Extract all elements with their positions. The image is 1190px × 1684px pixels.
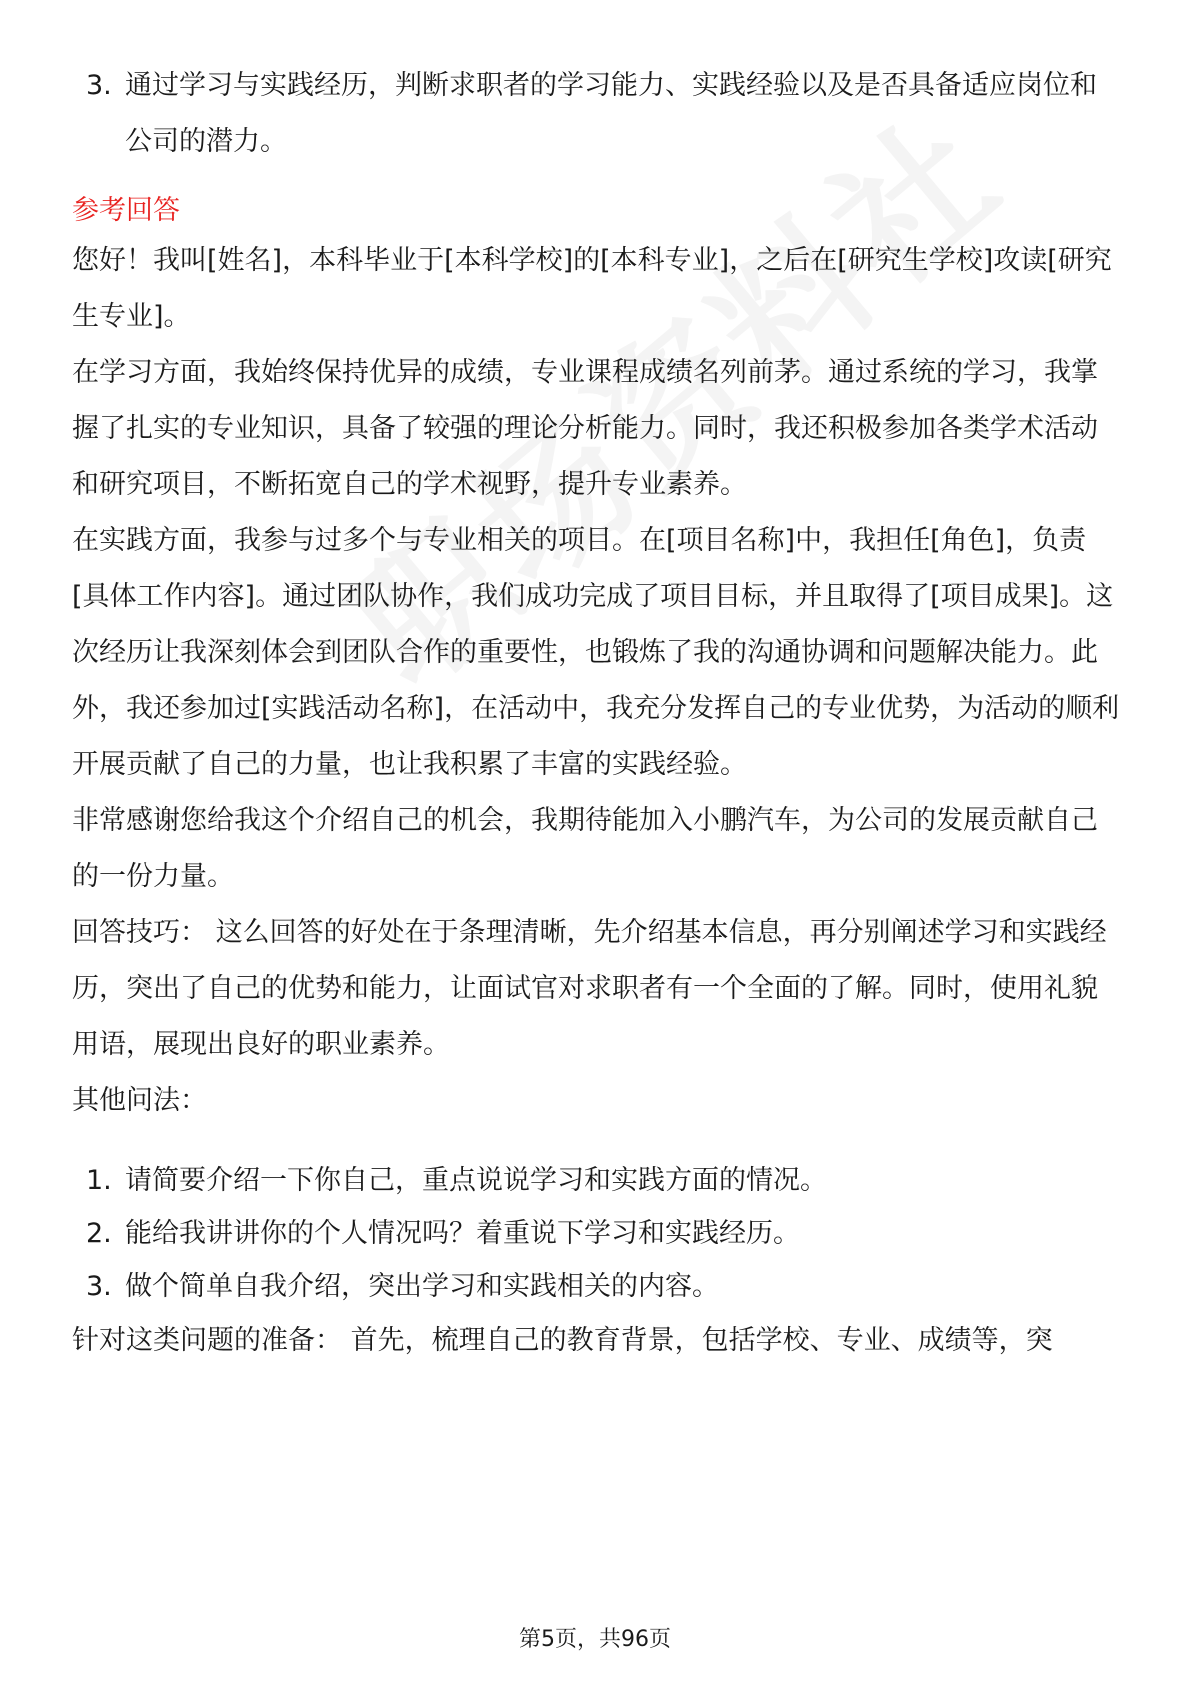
list-item-number: 3. bbox=[86, 70, 112, 101]
preparation-paragraph: 针对这类问题的准备： 首先，梳理自己的教育背景，包括学校、专业、成绩等，突 bbox=[72, 1325, 1053, 1356]
list-item-text: 请简要介绍一下你自己，重点说说学习和实践方面的情况。 bbox=[125, 1165, 827, 1196]
list-item-number: 1. bbox=[86, 1165, 112, 1196]
section-heading: 参考回答 bbox=[72, 195, 180, 226]
list-item bbox=[72, 1154, 1122, 1207]
answer-thanks-paragraph: 非常感谢您给我这个介绍自己的机会，我期待能加入小鹏汽车，为公司的发展贡献自己的一份力量。 bbox=[72, 805, 1098, 892]
page-content bbox=[72, 58, 1122, 1369]
list-item-text: 做个简单自我介绍，突出学习和实践相关的内容。 bbox=[125, 1271, 719, 1302]
list-item-number: 3. bbox=[86, 1271, 112, 1302]
answer-intro-paragraph: 您好！我叫[姓名]，本科毕业于[本科学校]的[本科专业]，之后在[研究生学校]攻读[研究生专业]。 bbox=[72, 245, 1112, 332]
other-questions-label: 其他问法： bbox=[72, 1085, 207, 1116]
page-footer: 第5页，共96页 bbox=[519, 1627, 671, 1652]
other-questions-list bbox=[72, 1154, 1122, 1313]
answer-tips-paragraph: 回答技巧： 这么回答的好处在于条理清晰，先介绍基本信息，再分别阐述学习和实践经历，突出了自己的优势和能力，让面试官对求职者有一个全面的了解。同时，使用礼貌用语，展现出良好的职业素养。 bbox=[72, 917, 1107, 1060]
answer-study-paragraph: 在学习方面，我始终保持优异的成绩，专业课程成绩名列前茅。通过系统的学习，我掌握了扎实的专业知识，具备了较强的理论分析能力。同时，我还积极参加各类学术活动和研究项目，不断拓宽自己的学术视野，提升专业素养。 bbox=[72, 357, 1098, 500]
list-item bbox=[72, 1207, 1122, 1260]
answer-practice-paragraph: 在实践方面，我参与过多个与专业相关的项目。在[项目名称]中，我担任[角色]，负责[具体工作内容]。通过团队协作，我们成功完成了项目目标，并且取得了[项目成果]。这次经历让我深刻体会到团队合作的重要性，也锻炼了我的沟通协调和问题解决能力。此外，我还参加过[实践活动名称]，在活动中，我充分发挥自己的专业优势，为活动的顺利开展贡献了自己的力量，也让我积累了丰富的实践经验。 bbox=[72, 525, 1120, 780]
list-item-text: 通过学习与实践经历，判断求职者的学习能力、实践经验以及是否具备适应岗位和公司的潜力。 bbox=[125, 70, 1097, 157]
list-item-number: 2. bbox=[86, 1218, 112, 1249]
list-item bbox=[72, 58, 1122, 170]
list-item bbox=[72, 1260, 1122, 1313]
list-item-text: 能给我讲讲你的个人情况吗？着重说下学习和实践经历。 bbox=[125, 1218, 800, 1249]
